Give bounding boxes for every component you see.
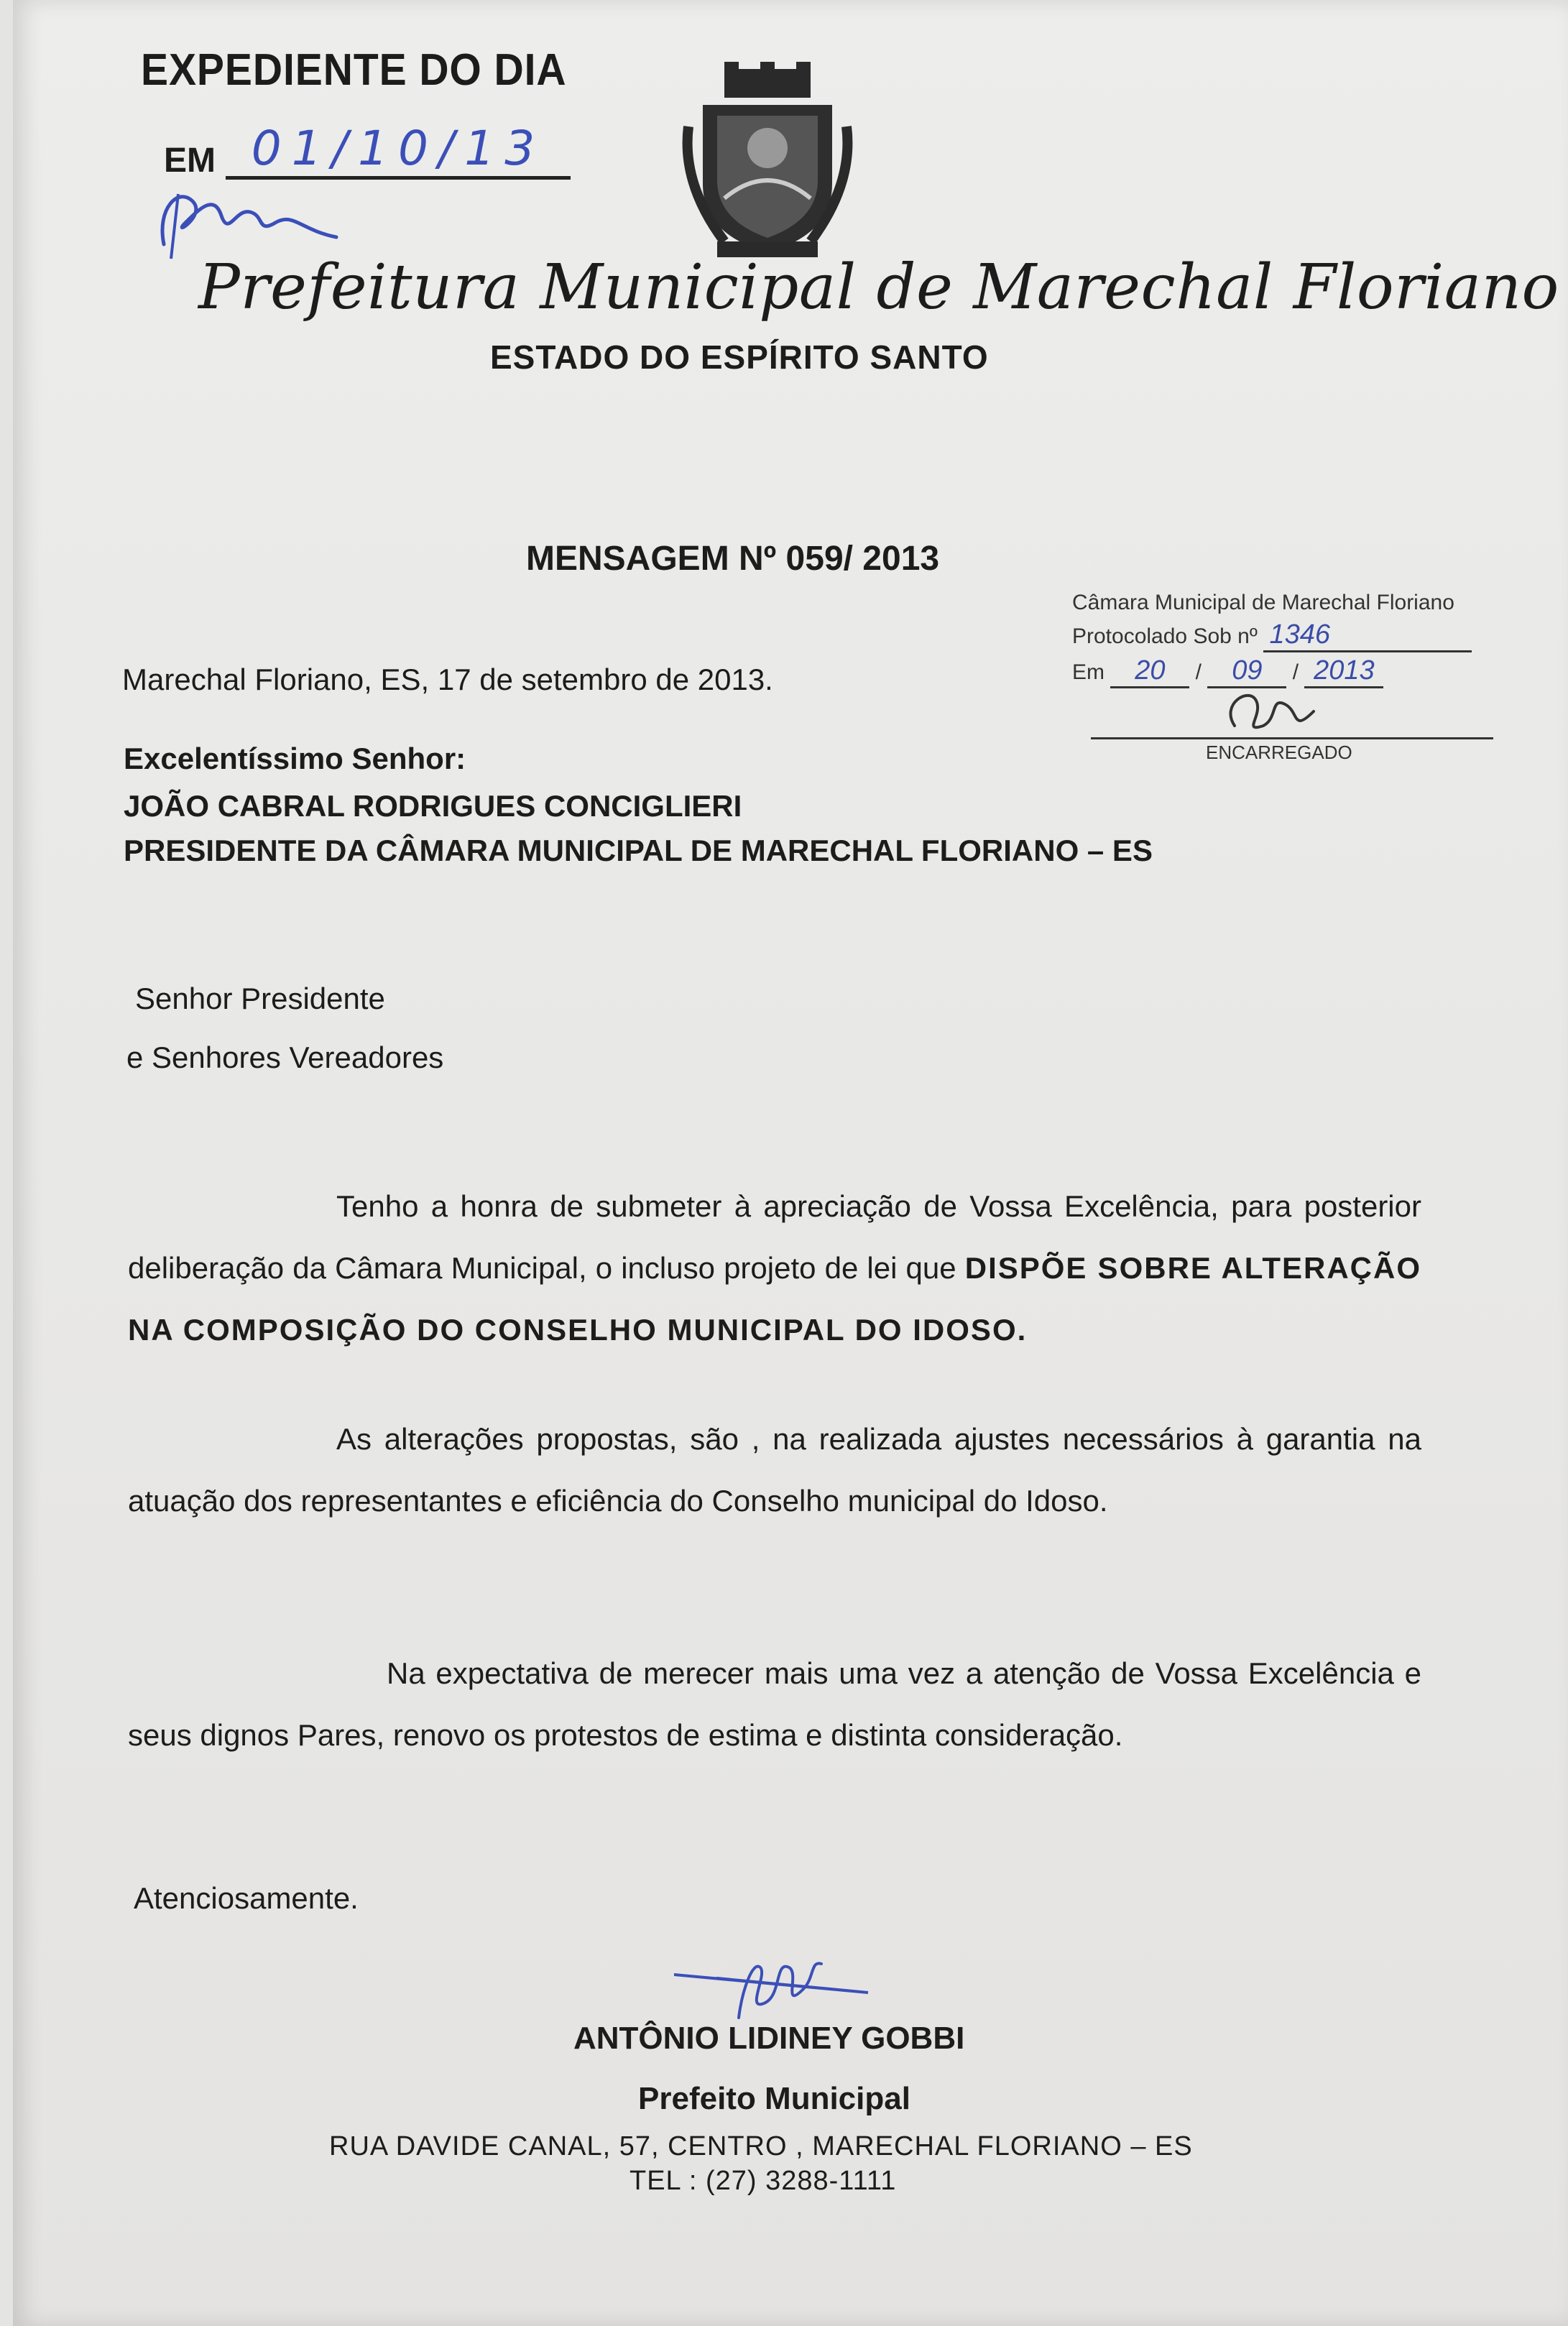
body-paragraph-2: As alterações propostas, são , na realizada ajustes necessários à garantia na atuação dos representantes e eficiência do Conselho municipal do Idoso.	[128, 1422, 1421, 1518]
em-label: EM	[164, 142, 216, 180]
stamp-protocol-number: 1346	[1269, 619, 1331, 650]
protocol-stamp	[1072, 591, 1518, 684]
body-paragraph-1-text: Tenho a honra de submeter à apreciação de Vossa Excelência, para posterior deliberação da Câmara Municipal, o incluso projeto de lei que	[128, 1189, 1421, 1285]
salutation-line-2: e Senhores Vereadores	[126, 1040, 444, 1074]
expediente-heading: EXPEDIENTE DO DIA	[141, 45, 567, 95]
body-paragraph-1-subject: DISPÕE SOBRE ALTERAÇÃO NA COMPOSIÇÃO DO CONSELHO MUNICIPAL DO IDOSO.	[128, 1251, 1421, 1347]
stamp-camara: Câmara Municipal de Marechal Floriano	[1072, 591, 1454, 614]
stamp-protocol-field	[1263, 619, 1472, 652]
body-paragraph-3: Na expectativa de merecer mais uma vez a atenção de Vossa Excelência e seus dignos Pares, renovo os protestos de estima e distinta consideração.	[128, 1656, 1421, 1752]
expediente-date: 01/10/13	[226, 121, 571, 180]
encarregado-label: ENCARREGADO	[1206, 742, 1352, 763]
stamp-year: 2013	[1314, 655, 1375, 686]
addressee-name: JOÃO CABRAL RODRIGUES CONCIGLIERI	[124, 789, 742, 823]
stamp-day: 20	[1135, 655, 1166, 686]
local-date: Marechal Floriano, ES, 17 de setembro de 2013.	[122, 663, 773, 696]
stamp-em-label: Em	[1072, 660, 1104, 684]
encarregado-line	[1091, 737, 1493, 739]
coat-of-arms-icon	[681, 62, 854, 263]
body-paragraph-1	[128, 1176, 1421, 1361]
prefeitura-title: Prefeitura Municipal de Marechal Floriano	[198, 251, 1559, 323]
document-page	[13, 0, 1568, 2326]
footer-address: RUA DAVIDE CANAL, 57, CENTRO , MARECHAL FLORIANO – ES	[329, 2131, 1193, 2161]
mensagem-number: MENSAGEM Nº 059/ 2013	[526, 540, 940, 578]
mayor-signature	[674, 1946, 890, 2032]
stamp-day-field	[1110, 655, 1189, 688]
stamp-month: 09	[1232, 655, 1263, 686]
stamp-protocol-label: Protocolado Sob nº	[1072, 624, 1258, 648]
stamp-date-row: Em 20 / 09 / 2013	[1072, 655, 1518, 684]
addressee-greeting: Excelentíssimo Senhor:	[124, 742, 466, 775]
signatory-name: ANTÔNIO LIDINEY GOBBI	[573, 2021, 965, 2056]
signatory-role: Prefeito Municipal	[638, 2081, 910, 2116]
footer-phone: TEL : (27) 3288-1111	[629, 2166, 897, 2196]
addressee-title: PRESIDENTE DA CÂMARA MUNICIPAL DE MARECHAL FLORIANO – ES	[124, 834, 1153, 867]
estado-subtitle: ESTADO DO ESPÍRITO SANTO	[490, 338, 989, 376]
salutation-line-1: Senhor Presidente	[135, 982, 385, 1015]
stamp-protocol-row	[1072, 619, 1518, 648]
closing: Atenciosamente.	[134, 1881, 359, 1915]
